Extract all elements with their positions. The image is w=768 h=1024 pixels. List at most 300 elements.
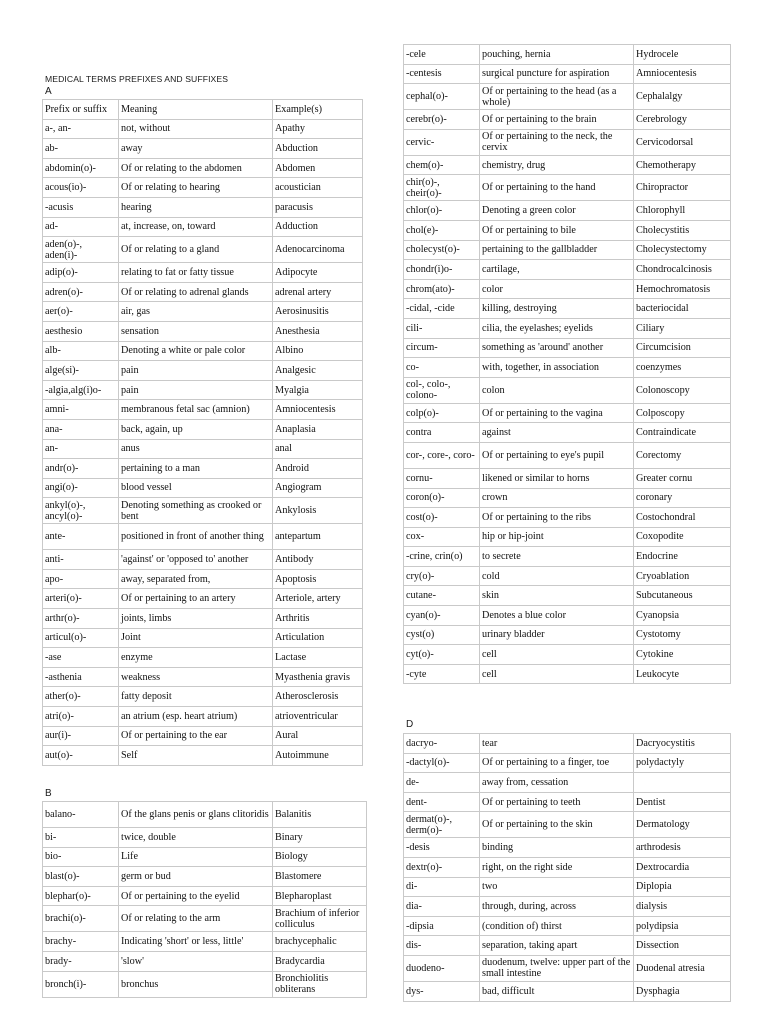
terms-table-b [42,801,367,998]
meaning-cell: not, without [119,119,273,139]
meaning-cell: cartilage, [480,260,634,280]
example-cell: adrenal artery [273,282,363,302]
prefix-cell: cutane- [404,586,480,606]
table-row [43,867,367,887]
prefix-cell: a-, an- [43,119,119,139]
prefix-cell: bronch(i)- [43,971,119,997]
prefix-cell: de- [404,773,480,793]
meaning-cell: to secrete [480,547,634,567]
meaning-cell: Denoting something as crooked or bent [119,498,273,524]
section-letter-b: B [45,788,52,799]
prefix-cell: ankyl(o)-, ancyl(o)- [43,498,119,524]
table-row [43,932,367,952]
example-cell: Abdomen [273,158,363,178]
meaning-cell: pouching, hernia [480,45,634,65]
example-cell: Costochondral [634,508,731,528]
table-row [404,129,731,155]
example-cell: Dissection [634,936,731,956]
table-row [43,217,363,237]
table-row [404,566,731,586]
prefix-cell: chlor(o)- [404,201,480,221]
meaning-cell: Of or relating to hearing [119,178,273,198]
table-row [404,45,731,65]
example-cell: Amniocentesis [273,400,363,420]
table-row [404,812,731,838]
page-title: MEDICAL TERMS PREFIXES AND SUFFIXES [45,74,229,84]
prefix-cell: ana- [43,419,119,439]
example-cell: Greater cornu [634,468,731,488]
table-row [43,341,363,361]
prefix-cell: -dactyl(o)- [404,753,480,773]
example-cell: Dysphagia [634,981,731,1001]
prefix-cell: ather(o)- [43,687,119,707]
meaning-cell: 'slow' [119,951,273,971]
terms-table-a [42,99,363,766]
table-row [43,828,367,848]
meaning-cell: away, separated from, [119,569,273,589]
prefix-cell: dia- [404,897,480,917]
table-row [404,201,731,221]
example-cell: Ciliary [634,318,731,338]
prefix-cell: aer(o)- [43,302,119,322]
table-row [43,380,363,400]
meaning-cell: an atrium (esp. heart atrium) [119,707,273,727]
example-cell: Blastomere [273,867,367,887]
table-row [404,936,731,956]
table-row [43,906,367,932]
meaning-cell: through, during, across [480,897,634,917]
table-row [404,897,731,917]
meaning-cell: killing, destroying [480,299,634,319]
prefix-cell: blephar(o)- [43,886,119,906]
prefix-cell: duodeno- [404,955,480,981]
example-cell: Dextrocardia [634,857,731,877]
meaning-cell: separation, taking apart [480,936,634,956]
table-row [43,263,363,283]
example-cell: Lactase [273,648,363,668]
table-row [43,498,363,524]
example-cell: Diplopia [634,877,731,897]
table-row [43,439,363,459]
meaning-cell: right, on the right side [480,857,634,877]
example-cell: polydactyly [634,753,731,773]
prefix-cell: aut(o)- [43,746,119,766]
meaning-cell: bad, difficult [480,981,634,1001]
meaning-cell: chemistry, drug [480,155,634,175]
example-cell: Adduction [273,217,363,237]
meaning-cell: cell [480,645,634,665]
table-row [43,648,363,668]
table-row [43,569,363,589]
prefix-cell: -cele [404,45,480,65]
meaning-cell: Of or pertaining to the neck, the cervix [480,129,634,155]
terms-table-d [403,733,731,1002]
example-cell: brachycephalic [273,932,367,952]
meaning-cell: air, gas [119,302,273,322]
example-cell: Amniocentesis [634,64,731,84]
prefix-cell: -desis [404,838,480,858]
prefix-cell: abdomin(o)- [43,158,119,178]
example-cell: Colposcopy [634,403,731,423]
prefix-cell: ad- [43,217,119,237]
prefix-cell: adren(o)- [43,282,119,302]
table-row [43,237,363,263]
table-row [404,857,731,877]
prefix-cell: -algia,alg(i)o- [43,380,119,400]
prefix-cell: chrom(ato)- [404,279,480,299]
prefix-cell: chol(e)- [404,220,480,240]
prefix-cell: an- [43,439,119,459]
meaning-cell: Life [119,847,273,867]
prefix-cell: colp(o)- [404,403,480,423]
prefix-cell: adip(o)- [43,263,119,283]
example-cell: Myalgia [273,380,363,400]
example-cell: Bradycardia [273,951,367,971]
example-cell: Anesthesia [273,321,363,341]
table-row [43,197,363,217]
prefix-cell: di- [404,877,480,897]
meaning-cell: Denoting a green color [480,201,634,221]
table-row [43,321,363,341]
example-cell: Anaplasia [273,419,363,439]
meaning-cell: at, increase, on, toward [119,217,273,237]
example-cell: Apoptosis [273,569,363,589]
example-cell: Atherosclerosis [273,687,363,707]
meaning-cell: pertaining to the gallbladder [480,240,634,260]
example-cell: Cholecystectomy [634,240,731,260]
table-row [43,707,363,727]
table-row [43,667,363,687]
table-row [404,645,731,665]
table-row [404,423,731,443]
prefix-cell: alb- [43,341,119,361]
example-cell: Cryoablation [634,566,731,586]
example-cell: Cephalalgy [634,84,731,110]
example-cell: Binary [273,828,367,848]
example-cell: Circumcision [634,338,731,358]
example-cell: dialysis [634,897,731,917]
prefix-cell: bio- [43,847,119,867]
prefix-cell: articul(o)- [43,628,119,648]
table-row [404,877,731,897]
example-cell: Brachium of inferior colliculus [273,906,367,932]
example-cell: Chemotherapy [634,155,731,175]
meaning-cell: Denoting a white or pale color [119,341,273,361]
meaning-cell: Of or pertaining to the vagina [480,403,634,423]
prefix-cell: -cidal, -cide [404,299,480,319]
example-cell: Cytokine [634,645,731,665]
table-row [43,550,363,570]
prefix-cell: andr(o)- [43,459,119,479]
table-row [43,746,363,766]
meaning-cell: relating to fat or fatty tissue [119,263,273,283]
meaning-cell: anus [119,439,273,459]
prefix-cell: cor-, core-, coro- [404,442,480,468]
example-cell: Angiogram [273,478,363,498]
meaning-cell: hip or hip-joint [480,527,634,547]
meaning-cell: Of or pertaining to the ribs [480,508,634,528]
prefix-cell: chondr(i)o- [404,260,480,280]
table-row [404,625,731,645]
prefix-cell: dent- [404,792,480,812]
table-row [404,753,731,773]
example-cell: Cervicodorsal [634,129,731,155]
example-cell: Endocrine [634,547,731,567]
meaning-cell: cilia, the eyelashes; eyelids [480,318,634,338]
example-cell: Chiropractor [634,175,731,201]
meaning-cell: Denotes a blue color [480,606,634,626]
table-row [43,628,363,648]
prefix-cell: col-, colo-, colono- [404,377,480,403]
table-row [404,838,731,858]
table-row [404,547,731,567]
meaning-cell: 'against' or 'opposed to' another [119,550,273,570]
meaning-cell: Of or pertaining to teeth [480,792,634,812]
table-row [43,609,363,629]
meaning-cell: skin [480,586,634,606]
meaning-cell: bronchus [119,971,273,997]
prefix-cell: dys- [404,981,480,1001]
meaning-cell: joints, limbs [119,609,273,629]
meaning-cell: Of or pertaining to an artery [119,589,273,609]
example-cell [634,773,731,793]
prefix-cell: cyt(o)- [404,645,480,665]
table-row [43,119,363,139]
prefix-cell: cry(o)- [404,566,480,586]
prefix-cell: dermat(o)-, derm(o)- [404,812,480,838]
meaning-cell: Of or relating to adrenal glands [119,282,273,302]
meaning-cell: membranous fetal sac (amnion) [119,400,273,420]
meaning-cell: Of or relating to a gland [119,237,273,263]
table-row [43,302,363,322]
meaning-cell: away [119,139,273,159]
example-cell: Colonoscopy [634,377,731,403]
meaning-cell: germ or bud [119,867,273,887]
table-row [404,240,731,260]
prefix-cell: cervic- [404,129,480,155]
meaning-cell: Joint [119,628,273,648]
table-row [43,524,363,550]
example-cell: Hemochromatosis [634,279,731,299]
meaning-cell: cold [480,566,634,586]
prefix-cell: chir(o)-, cheir(o)- [404,175,480,201]
table-row [404,175,731,201]
meaning-cell: against [480,423,634,443]
prefix-cell: coron(o)- [404,488,480,508]
prefix-cell: anti- [43,550,119,570]
example-cell: Blepharoplast [273,886,367,906]
table-row [404,64,731,84]
table-row [404,508,731,528]
table-row [43,951,367,971]
table-row [404,792,731,812]
meaning-cell: enzyme [119,648,273,668]
table-row [43,178,363,198]
prefix-cell: Prefix or suffix [43,100,119,120]
table-row [43,282,363,302]
prefix-cell: -asthenia [43,667,119,687]
example-cell: Biology [273,847,367,867]
example-cell: Dacryocystitis [634,734,731,754]
example-cell: Coxopodite [634,527,731,547]
table-row [43,802,367,828]
table-row [404,155,731,175]
meaning-cell: crown [480,488,634,508]
prefix-cell: cholecyst(o)- [404,240,480,260]
example-cell: Cholecystitis [634,220,731,240]
prefix-cell: dextr(o)- [404,857,480,877]
table-row [404,916,731,936]
meaning-cell: Of or pertaining to the ear [119,726,273,746]
example-cell: Apathy [273,119,363,139]
table-row [404,110,731,130]
example-cell: Chondrocalcinosis [634,260,731,280]
table-row [404,734,731,754]
example-cell: Chlorophyll [634,201,731,221]
example-cell: Dermatology [634,812,731,838]
meaning-cell: positioned in front of another thing [119,524,273,550]
table-row [43,158,363,178]
table-row [404,586,731,606]
example-cell: bacteriocidal [634,299,731,319]
prefix-cell: -crine, crin(o) [404,547,480,567]
meaning-cell: cell [480,664,634,684]
prefix-cell: acous(io)- [43,178,119,198]
prefix-cell: arteri(o)- [43,589,119,609]
meaning-cell: urinary bladder [480,625,634,645]
example-cell: Duodenal atresia [634,955,731,981]
table-row [404,299,731,319]
meaning-cell: Of the glans penis or glans clitoridis [119,802,273,828]
prefix-cell: aur(i)- [43,726,119,746]
meaning-cell: twice, double [119,828,273,848]
meaning-cell: Of or pertaining to bile [480,220,634,240]
meaning-cell: tear [480,734,634,754]
table-row [404,377,731,403]
table-row [404,468,731,488]
example-cell: Arteriole, artery [273,589,363,609]
meaning-cell: likened or similar to horns [480,468,634,488]
meaning-cell: Of or pertaining to the eyelid [119,886,273,906]
prefix-cell: cox- [404,527,480,547]
meaning-cell: blood vessel [119,478,273,498]
meaning-cell: Of or pertaining to a finger, toe [480,753,634,773]
meaning-cell: Of or pertaining to eye's pupil [480,442,634,468]
example-cell: Albino [273,341,363,361]
prefix-cell: -cyte [404,664,480,684]
meaning-cell: something as 'around' another [480,338,634,358]
prefix-cell: -dipsia [404,916,480,936]
example-cell: Analgesic [273,361,363,381]
example-cell: Autoimmune [273,746,363,766]
example-cell: Contraindicate [634,423,731,443]
table-row [404,527,731,547]
example-cell: Antibody [273,550,363,570]
example-cell: Bronchiolitis obliterans [273,971,367,997]
table-row [43,361,363,381]
table-row [43,139,363,159]
example-cell: Adenocarcinoma [273,237,363,263]
table-row [404,318,731,338]
prefix-cell: dis- [404,936,480,956]
table-row [404,442,731,468]
table-row [43,687,363,707]
prefix-cell: ante- [43,524,119,550]
meaning-cell: hearing [119,197,273,217]
prefix-cell: bi- [43,828,119,848]
example-cell: Arthritis [273,609,363,629]
prefix-cell: blast(o)- [43,867,119,887]
prefix-cell: aden(o)-, aden(i)- [43,237,119,263]
meaning-cell: away from, cessation [480,773,634,793]
example-cell: antepartum [273,524,363,550]
example-cell: acoustician [273,178,363,198]
meaning-cell: Of or pertaining to the hand [480,175,634,201]
table-row [43,478,363,498]
prefix-cell: -centesis [404,64,480,84]
prefix-cell: cyan(o)- [404,606,480,626]
prefix-cell: ab- [43,139,119,159]
meaning-cell: weakness [119,667,273,687]
meaning-cell: Self [119,746,273,766]
prefix-cell: -ase [43,648,119,668]
table-row [404,606,731,626]
example-cell: Abduction [273,139,363,159]
table-row [43,459,363,479]
example-cell: Cyanopsia [634,606,731,626]
meaning-cell: sensation [119,321,273,341]
meaning-cell: Of or pertaining to the head (as a whole) [480,84,634,110]
meaning-cell: colon [480,377,634,403]
example-cell: Leukocyte [634,664,731,684]
example-cell: Adipocyte [273,263,363,283]
prefix-cell: brady- [43,951,119,971]
table-row [43,726,363,746]
table-row [43,589,363,609]
example-cell: Balanitis [273,802,367,828]
meaning-cell: Of or pertaining to the skin [480,812,634,838]
prefix-cell: alge(si)- [43,361,119,381]
meaning-cell: binding [480,838,634,858]
table-row [404,260,731,280]
prefix-cell: cornu- [404,468,480,488]
example-cell: Android [273,459,363,479]
prefix-cell: cyst(o) [404,625,480,645]
prefix-cell: circum- [404,338,480,358]
prefix-cell: balano- [43,802,119,828]
example-cell: Subcutaneous [634,586,731,606]
table-row [404,664,731,684]
meaning-cell: pertaining to a man [119,459,273,479]
example-cell: Aerosinusitis [273,302,363,322]
table-row [404,84,731,110]
example-cell: Cystotomy [634,625,731,645]
example-cell: Dentist [634,792,731,812]
section-letter-a: A [45,86,52,97]
meaning-cell: with, together, in association [480,358,634,378]
prefix-cell: arthr(o)- [43,609,119,629]
prefix-cell: co- [404,358,480,378]
meaning-cell: color [480,279,634,299]
example-cell: Corectomy [634,442,731,468]
meaning-cell: Of or relating to the abdomen [119,158,273,178]
table-row [43,400,363,420]
meaning-cell: pain [119,361,273,381]
example-cell: polydipsia [634,916,731,936]
table-row [404,773,731,793]
table-row [404,981,731,1001]
table-row [404,338,731,358]
